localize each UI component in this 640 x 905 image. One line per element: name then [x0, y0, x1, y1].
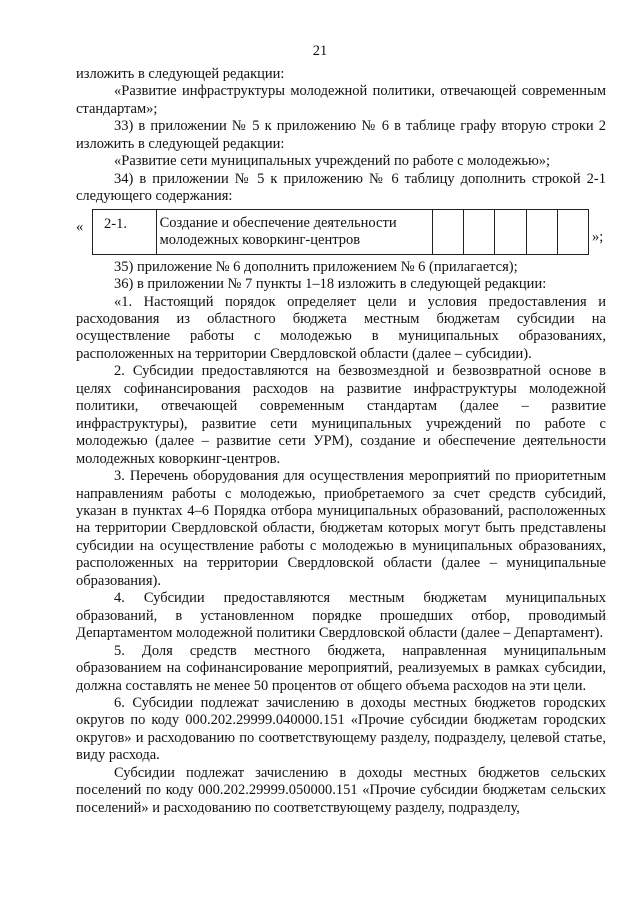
paragraph: «Развитие инфраструктуры молодежной политики, отвечающей современным стандартам»; [76, 83, 606, 117]
row-name: Создание и обеспечение деятельности молодежных коворкинг-центров [159, 214, 397, 249]
paragraph: 3. Перечень оборудования для осуществления мероприятий по приоритетным направлениям работы с молодежью, приобретаемого за счет средств субсидий, указан в пунктах 4–6 Порядка отбора муниципальных образований, расположенных на территории Свердловской области, бюджетам которых могут быть представлены субсидии на осуществление работы с молодежью в муниципальных образованиях, расположенных на территории Свердловской области (далее – муниципальные образования). [76, 468, 606, 589]
paragraph: 36) в приложении № 7 пункты 1–18 изложить в следующей редакции: [114, 276, 547, 293]
paragraph: «1. Настоящий порядок определяет цели и условия предоставления и расходования из областного бюджета местным бюджетам субсидии на осуществление работы с молодежью в муниципальных образованиях, расположенных на территории Свердловской области (далее – субсидии). [76, 293, 606, 362]
paragraph: 2. Субсидии предоставляются на безвозмездной и безвозвратной основе в целях софинансирования расходов на развитие инфраструктуры молодежной политики, отвечающей современным стандартам (далее – развитие инфраструктуры), развитие сети муниципальных учреждений по работе с молодежью (далее – развитие сети УРМ), создание и обеспечение деятельности молодежных коворкинг-центров. [76, 363, 606, 467]
empty-cell [495, 209, 526, 254]
empty-cell [464, 209, 495, 254]
paragraph: 4. Субсидии предоставляются местным бюджетам муниципальных образований, в установленном порядке прошедших отбор, проводимый Департаментом молодежной политики Свердловской области (далее – Департамент). [76, 590, 606, 642]
page-number: 21 [312, 43, 328, 59]
empty-cell [557, 209, 588, 254]
paragraph: 5. Доля средств местного бюджета, направленная муниципальным образованием на софинансирование мероприятий, реализуемых в рамках субсидии, должна составлять не менее 50 процентов от общего объема расходов на эти цели. [76, 642, 606, 694]
open-quote: « [76, 218, 84, 235]
row-number: 2-1. [104, 215, 127, 232]
paragraph: 33) в приложении № 5 к приложению № 6 в таблице графу вторую строки 2 изложить в следующей редакции: [76, 118, 606, 152]
paragraph: «Развитие сети муниципальных учреждений по работе с молодежью»; [114, 153, 551, 170]
table-row [92, 209, 589, 255]
paragraph: 6. Субсидии подлежат зачислению в доходы местных бюджетов городских округов по коду 000.202.29999.040000.151 «Прочие субсидии бюджетам городских округов» и расходованию по соответствующему разделу, подразделу, целевой статье, виду расхода. [76, 694, 606, 764]
paragraph: Субсидии подлежат зачислению в доходы местных бюджетов сельских поселений по коду 000.202.29999.050000.151 «Прочие субсидии бюджетам сельских поселений» и расходованию по соответствующему разделу, подразделу, [76, 764, 606, 816]
empty-cell [526, 209, 557, 254]
paragraph: 34) в приложении № 5 к приложению № 6 таблицу дополнить строкой 2-1 следующего содержания: [76, 170, 606, 205]
document-body [76, 66, 606, 817]
row-name-cell [156, 209, 433, 254]
empty-cell [433, 209, 464, 254]
table-row-block [76, 209, 606, 257]
paragraph: изложить в следующей редакции: [76, 66, 285, 82]
close-quote: »; [592, 228, 604, 245]
paragraph: 35) приложение № 6 дополнить приложением № 6 (прилагается); [114, 258, 518, 275]
row-number-cell [93, 209, 157, 254]
